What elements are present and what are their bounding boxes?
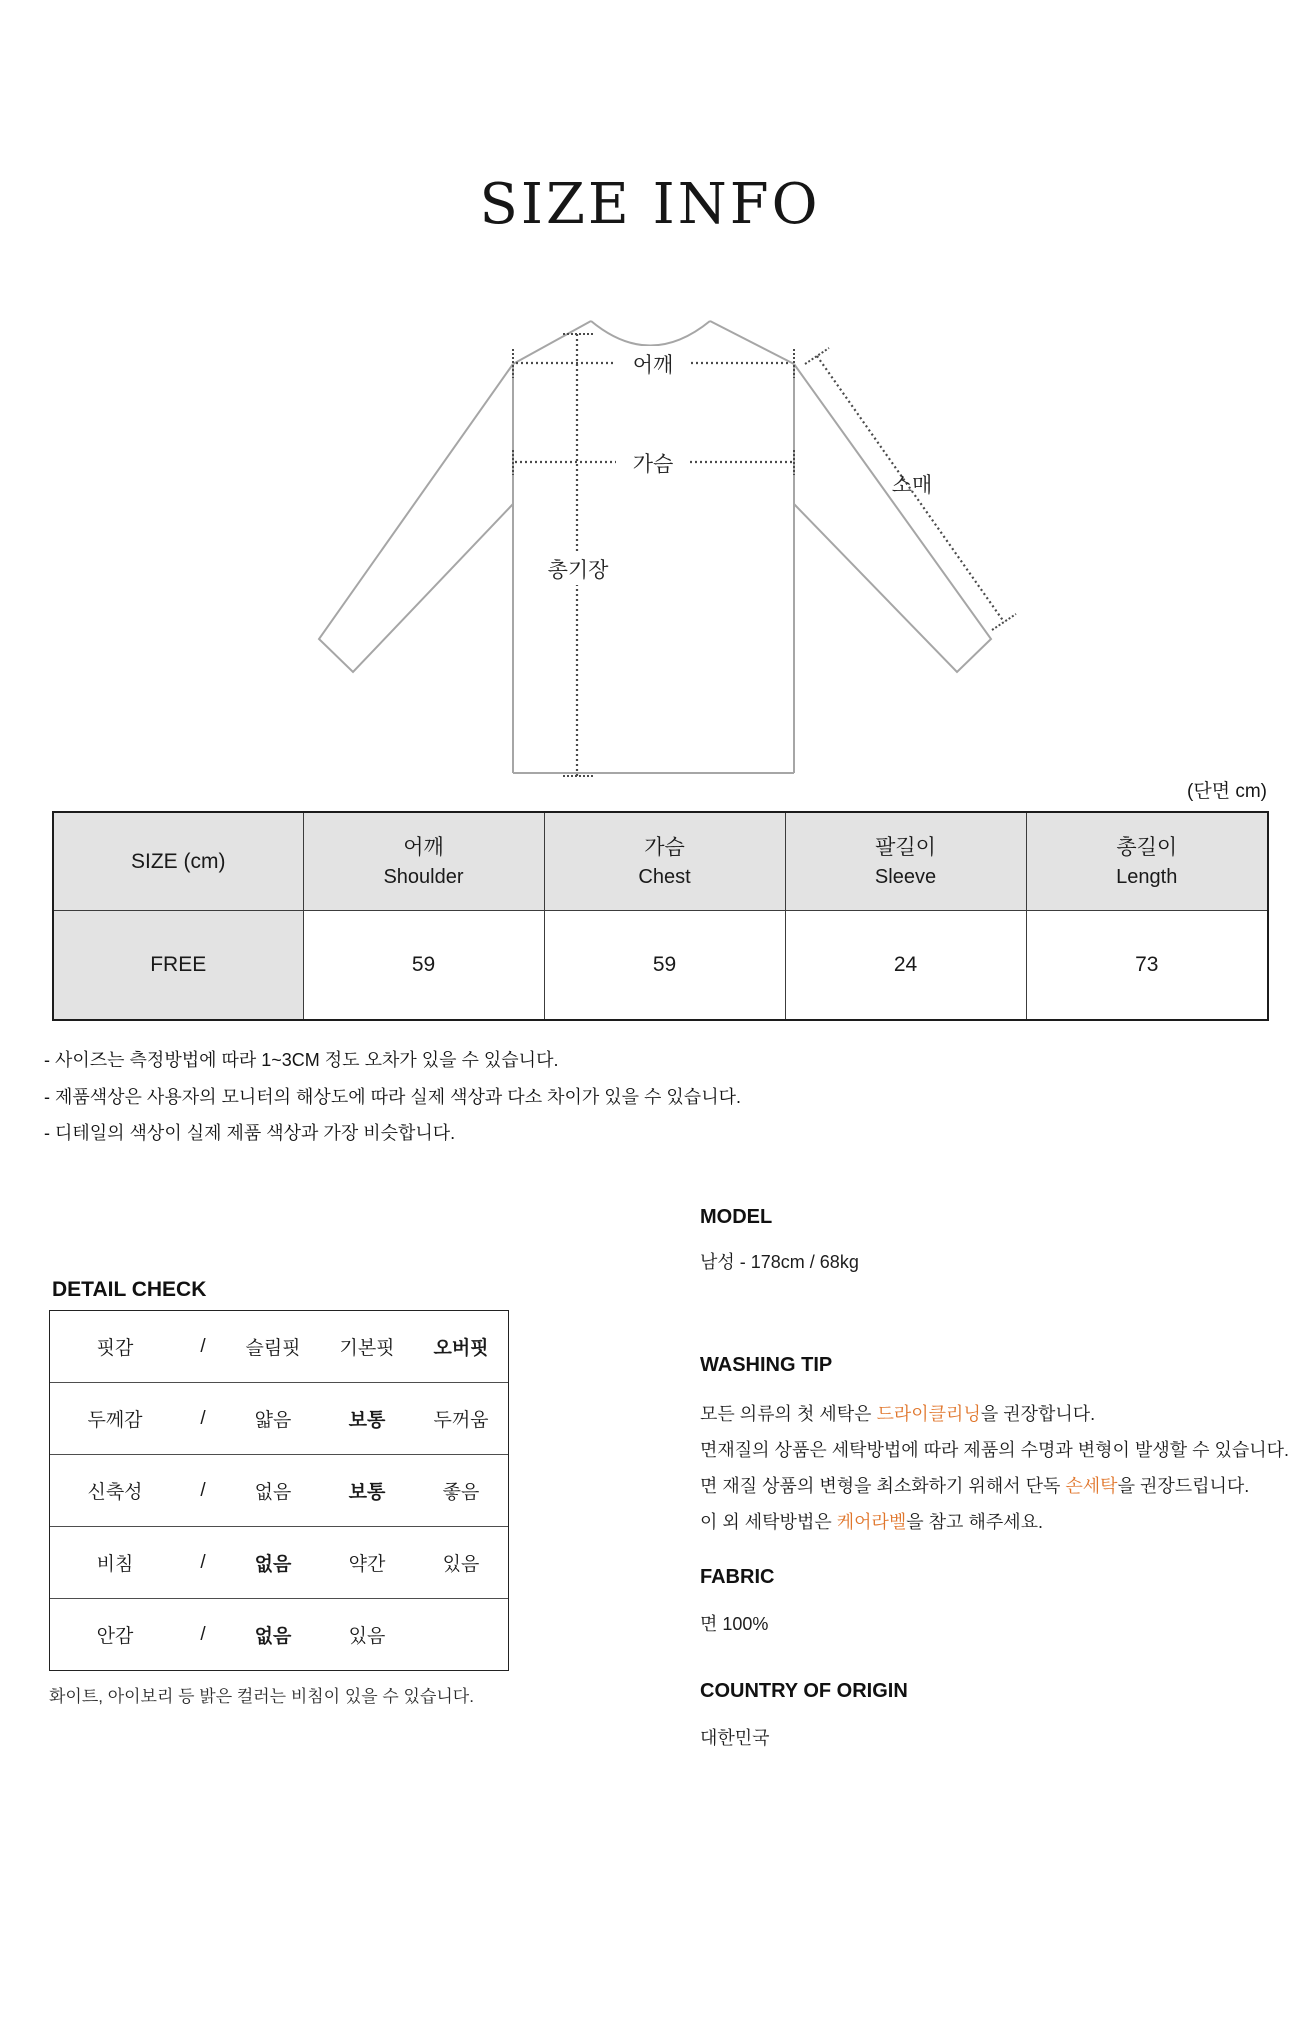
detail-option: 슬림핏 <box>245 1338 301 1359</box>
detail-option: 없음 <box>254 1626 292 1647</box>
highlighted-term: 드라이클리닝 <box>876 1404 981 1424</box>
diagram-label-shoulder: 어깨 <box>632 354 674 377</box>
model-heading: MODEL <box>700 1206 773 1228</box>
washing-tip-line <box>700 1396 1289 1432</box>
detail-row-separator: / <box>200 1551 206 1573</box>
origin-heading: COUNTRY OF ORIGIN <box>700 1680 908 1702</box>
header-sleeve-ko: 팔길이 <box>875 835 936 859</box>
diagram-label-chest: 가슴 <box>632 453 674 476</box>
size-table-header-row <box>53 812 1268 911</box>
size-note-line: - 사이즈는 측정방법에 따라 1~3CM 정도 오차가 있을 수 있습니다. <box>44 1050 559 1070</box>
text-segment: 면 재질 상품의 변형을 최소화하기 위해서 단독 <box>700 1476 1066 1496</box>
washing-tip-lines <box>700 1396 1289 1540</box>
size-table-data-row <box>53 911 1268 1021</box>
detail-option: 있음 <box>442 1554 480 1575</box>
detail-option: 약간 <box>348 1554 386 1575</box>
header-chest-ko: 가슴 <box>644 835 685 859</box>
detail-check-footnote: 화이트, 아이보리 등 밝은 컬러는 비침이 있을 수 있습니다. <box>49 1687 474 1706</box>
size-table-header-shoulder <box>303 812 544 911</box>
detail-option: 오버핏 <box>433 1338 489 1359</box>
detail-option: 없음 <box>254 1554 292 1575</box>
detail-row-label: 핏감 <box>96 1338 134 1359</box>
detail-option: 보통 <box>348 1410 386 1431</box>
origin-value: 대한민국 <box>700 1728 770 1748</box>
text-segment: 을 권장드립니다. <box>1117 1476 1250 1496</box>
page-title: SIZE INFO <box>479 172 821 237</box>
diagram-label-sleeve: 소매 <box>891 474 933 497</box>
size-notes <box>44 1042 741 1152</box>
detail-row-fit <box>50 1311 508 1382</box>
detail-row-label: 비침 <box>96 1554 134 1575</box>
detail-option: 좋음 <box>442 1482 480 1503</box>
detail-row-lining <box>50 1598 508 1670</box>
size-table-header-size <box>53 812 303 911</box>
text-segment: 면재질의 상품은 세탁방법에 따라 제품의 수명과 변형이 발생할 수 있습니다. <box>700 1440 1290 1460</box>
size-value-sleeve: 24 <box>785 911 1026 1021</box>
header-chest-en: Chest <box>638 865 691 888</box>
detail-row-separator: / <box>200 1335 206 1357</box>
size-table-header-chest <box>544 812 785 911</box>
detail-row-separator: / <box>200 1407 206 1429</box>
detail-row-label: 안감 <box>96 1626 134 1647</box>
size-name-cell: FREE <box>53 911 303 1021</box>
size-value-length: 73 <box>1026 911 1268 1021</box>
header-length-en: Length <box>1116 865 1178 888</box>
detail-check-table <box>49 1310 509 1671</box>
size-table <box>52 811 1269 1021</box>
size-table-header-sleeve <box>785 812 1026 911</box>
washing-tip-line <box>700 1468 1289 1504</box>
detail-row-separator: / <box>200 1479 206 1501</box>
fabric-heading: FABRIC <box>700 1566 775 1588</box>
size-value-shoulder: 59 <box>303 911 544 1021</box>
header-length-ko: 총길이 <box>1116 835 1178 859</box>
washing-tip-line <box>700 1504 1289 1540</box>
detail-row-sheer <box>50 1526 508 1598</box>
size-note-line: - 제품색상은 사용자의 모니터의 해상도에 따라 실제 색상과 다소 차이가 있을 수 있습니다. <box>44 1086 741 1107</box>
detail-option: 있음 <box>348 1626 386 1647</box>
detail-row-label: 두께감 <box>87 1410 143 1431</box>
detail-row-stretch <box>50 1454 508 1526</box>
text-segment: 을 권장합니다. <box>980 1404 1096 1424</box>
size-table-header-length <box>1026 812 1268 911</box>
detail-option: 얇음 <box>254 1410 292 1431</box>
unit-note: (단면 cm) <box>1187 781 1267 802</box>
highlighted-term: 손세탁 <box>1065 1476 1118 1496</box>
size-value-chest: 59 <box>544 911 785 1021</box>
model-spec: 남성 - 178cm / 68kg <box>700 1252 859 1272</box>
header-shoulder-en: Shoulder <box>383 865 464 888</box>
size-diagram <box>230 230 1080 790</box>
diagram-labels <box>544 346 932 585</box>
washing-tip-line <box>700 1432 1289 1468</box>
detail-option: 없음 <box>254 1482 292 1503</box>
diagram-label-length: 총기장 <box>547 559 609 582</box>
highlighted-term: 케어라벨 <box>836 1512 907 1532</box>
detail-row-separator: / <box>200 1623 206 1645</box>
text-segment: 이 외 세탁방법은 <box>700 1512 837 1532</box>
size-note-line: - 디테일의 색상이 실제 제품 색상과 가장 비슷합니다. <box>44 1123 456 1143</box>
garment-outline <box>319 321 991 773</box>
fabric-value: 면 100% <box>700 1614 769 1634</box>
header-size-label: SIZE (cm) <box>131 849 226 873</box>
detail-option: 두꺼움 <box>433 1410 489 1431</box>
washing-tip-heading: WASHING TIP <box>700 1354 833 1376</box>
detail-row-thickness <box>50 1382 508 1454</box>
detail-row-label: 신축성 <box>87 1482 143 1503</box>
detail-check-heading: DETAIL CHECK <box>52 1278 207 1301</box>
text-segment: 을 참고 해주세요. <box>906 1512 1043 1532</box>
header-shoulder-ko: 어깨 <box>403 835 444 859</box>
header-sleeve-en: Sleeve <box>874 865 937 888</box>
detail-option: 보통 <box>348 1482 386 1503</box>
text-segment: 모든 의류의 첫 세탁은 <box>700 1404 877 1424</box>
detail-option: 기본핏 <box>339 1338 395 1359</box>
